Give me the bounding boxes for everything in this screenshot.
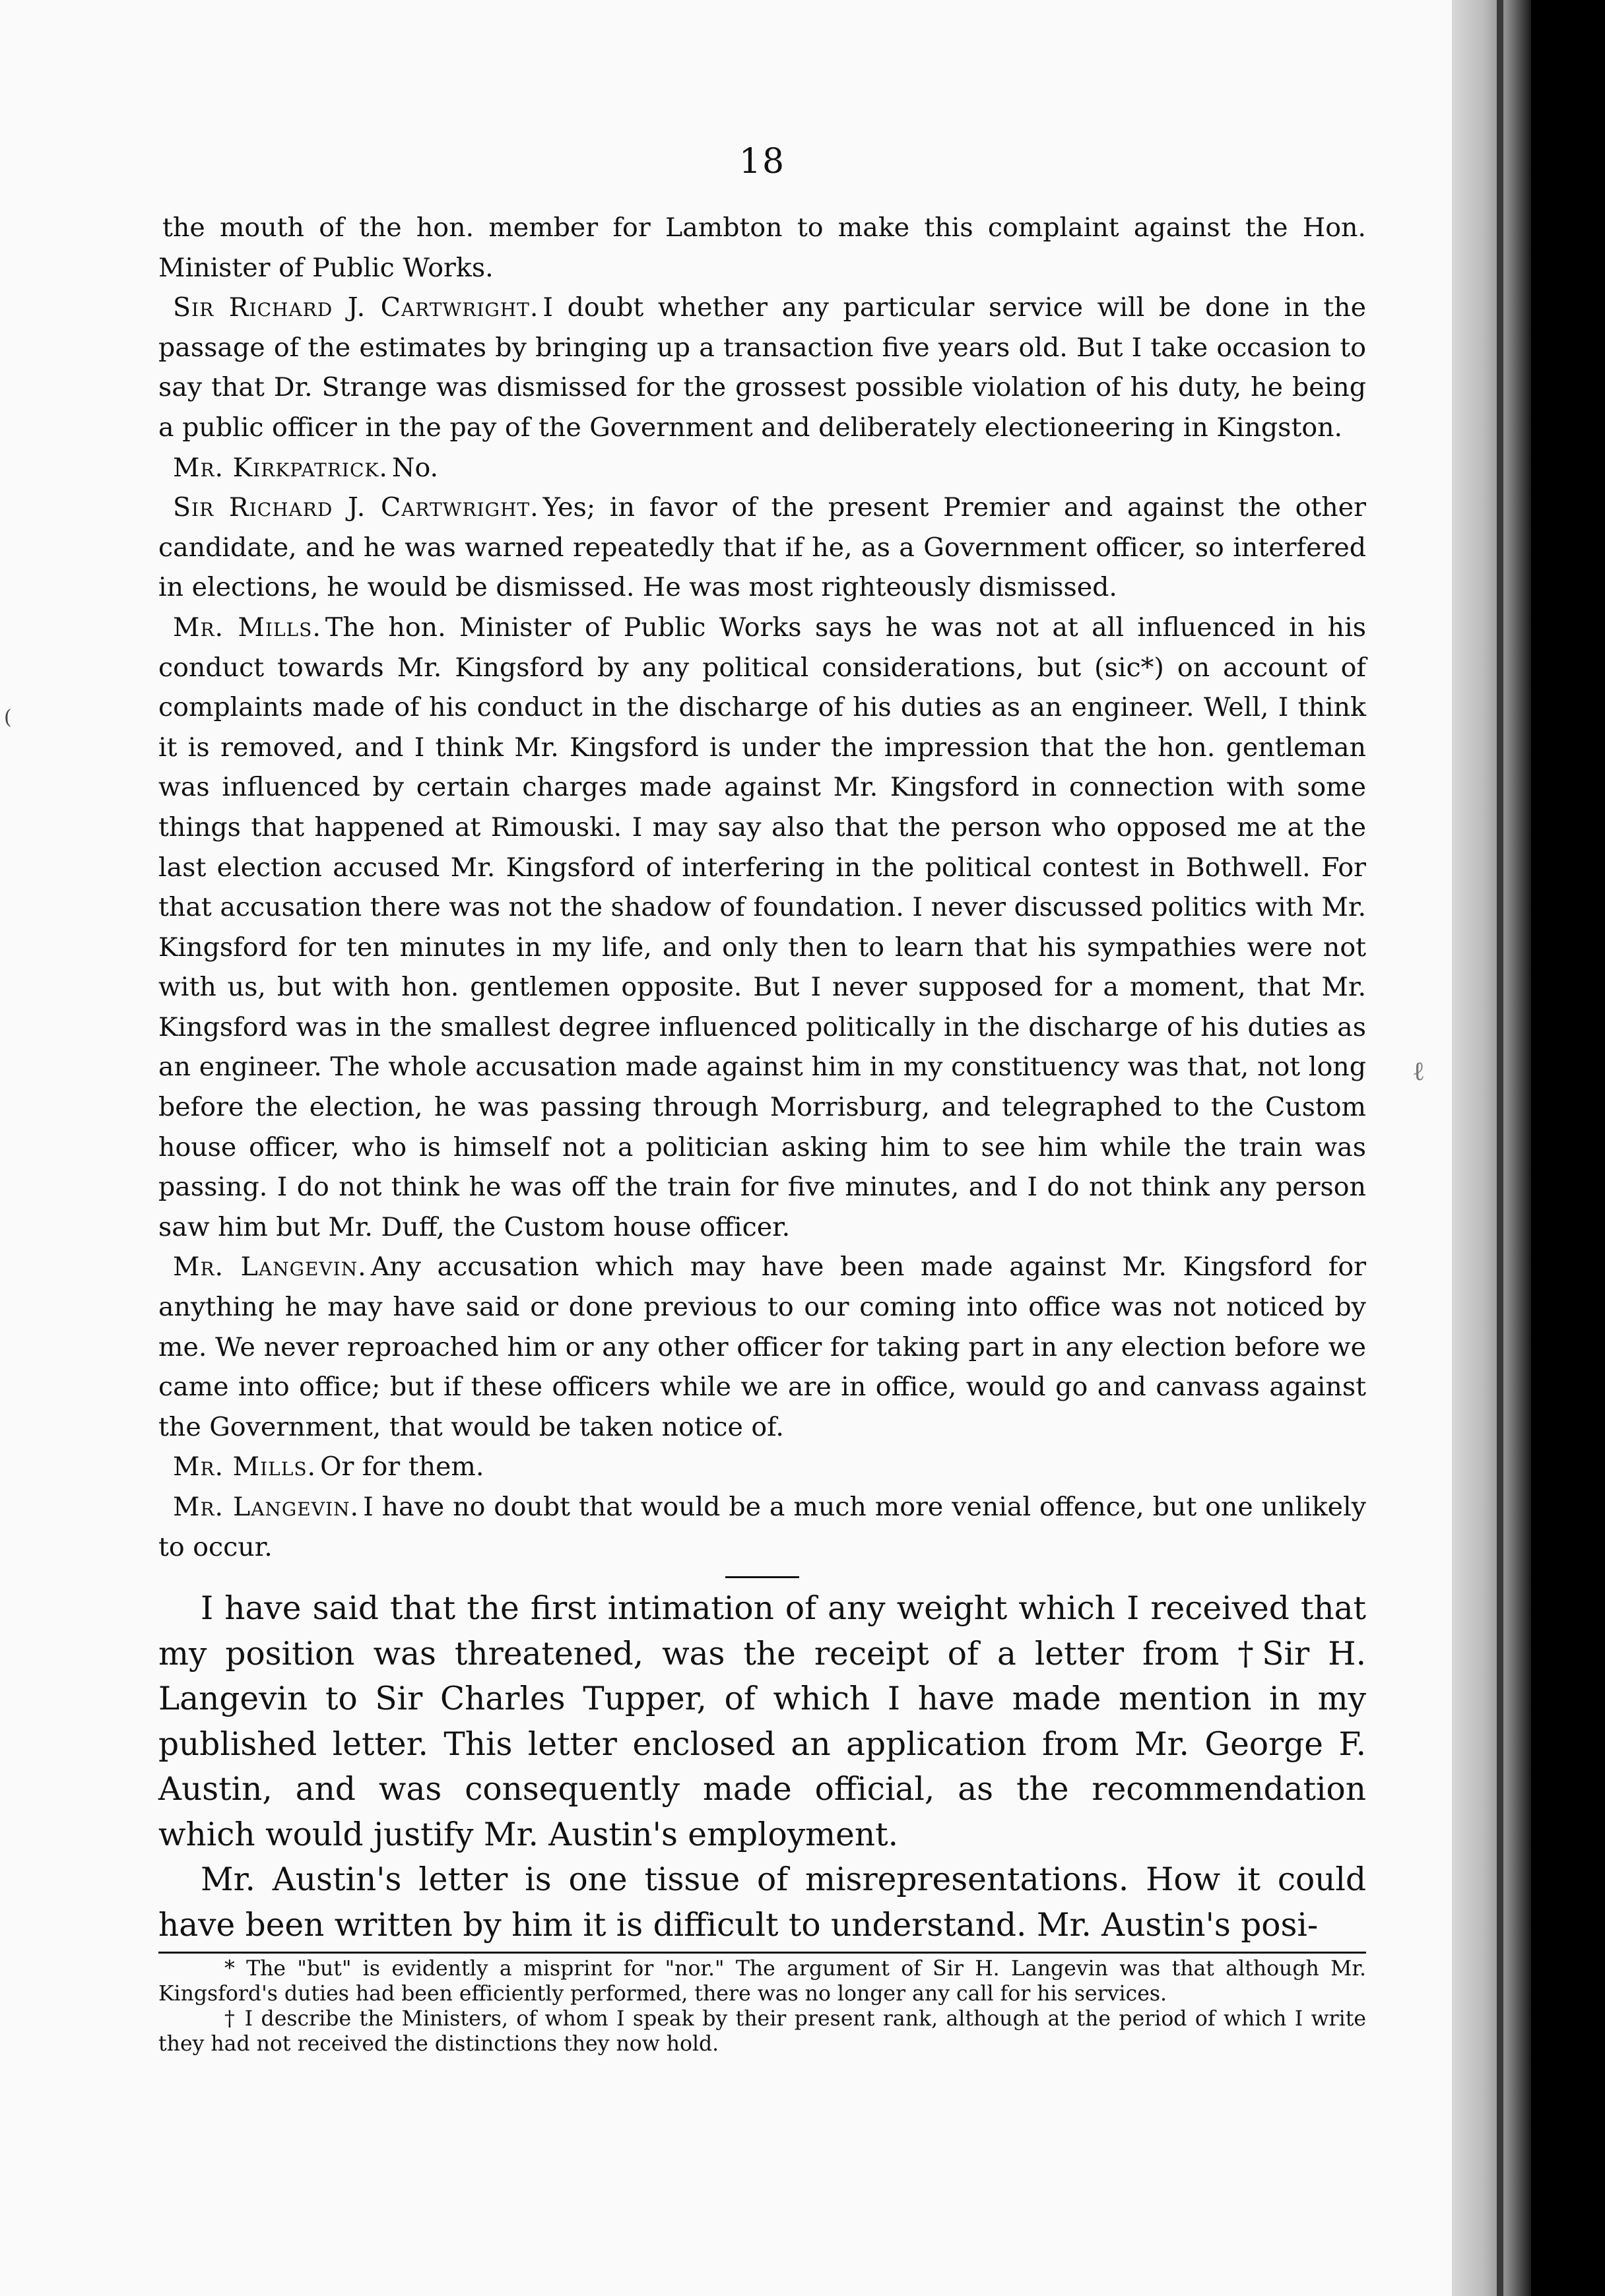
page-content xyxy=(158,142,1366,2057)
speaker-name: Mr. Mills. xyxy=(173,612,321,643)
speaker-name: Mr. Langevin. xyxy=(173,1492,360,1522)
speech-text: Yes; in favor of the present Premier and against the other candidate, and he was warned repeatedly that if he, as a Government officer, so interfered in elections, he would be dismissed. He was most righteously dismissed. xyxy=(158,492,1366,603)
main-text xyxy=(158,1586,1366,1948)
speaker-name: Sir Richard J. Cartwright. xyxy=(173,492,539,523)
speaker-name: Mr. Langevin. xyxy=(173,1252,367,1283)
footnote: † I describe the Ministers, of whom I speak by their present rank, although at the period of which I write they had not received the distinctions they now hold. xyxy=(158,2007,1366,2057)
debate-paragraph xyxy=(158,208,1366,288)
margin-mark: ( xyxy=(4,706,12,729)
page-edge-shadow xyxy=(1452,0,1531,2296)
speech-text: No. xyxy=(391,452,439,483)
speaker-name: Mr. Mills. xyxy=(173,1451,317,1483)
footnotes xyxy=(158,1956,1366,2057)
debate-paragraph xyxy=(158,608,1366,1248)
debate-paragraph xyxy=(158,1247,1366,1447)
margin-mark: ℓ xyxy=(1412,1056,1425,1087)
speech-text: Any accusation which may have been made against Mr. Kingsford for anything he may have said or done previous to our coming into office was not noticed by me. We never reproached him or any other officer for taking part in any election before we came into office; but if these officers while we are in office, would go and canvass against the Government, that would be taken notice of. xyxy=(158,1252,1366,1442)
section-separator xyxy=(725,1576,799,1578)
debate-paragraph xyxy=(158,1447,1366,1487)
footnote-rule xyxy=(158,1952,1366,1954)
speech-text: I doubt whether any particular service will be done in the passage of the estimates by bringing up a transaction five years old. But I take occasion to say that Dr. Strange was dismissed for the grossest possible violation of his duty, he being a public officer in the pay of the Government and deliberately electioneering in Kingston. xyxy=(158,292,1366,443)
speaker-name: Sir Richard J. Cartwright. xyxy=(173,292,539,323)
page-edge-strip xyxy=(1497,0,1503,2296)
body-paragraph: I have said that the first intimation of any weight which I received that my position was threatened, was the receipt of a letter from †Sir H. Langevin to Sir Charles Tupper, of which I have made mention in my published letter. This letter enclosed an application from Mr. George F. Austin, and was consequently made official, as the recommendation which would justify Mr. Austin's employment. xyxy=(158,1590,1366,1853)
speech-text: The hon. Minister of Public Works says he was not at all influenced in his conduct towards Mr. Kingsford by any political considerations, but (sic*) on account of complaints made of his conduct in the discharge of his duties as an engineer. Well, I think it is removed, and I think Mr. Kingsford is under the impression that the hon. gentleman was influenced by certain charges made against Mr. Kingsford in connection with some things that happened at Rimouski. I may say also that the person who opposed me at the last election accused Mr. Kingsford of interfering in the political contest in Bothwell. For that accusation there was not the shadow of foundation. I never discussed politics with Mr. Kingsford for ten minutes in my life, and only then to learn that his sympathies were not with us, but with hon. gentlemen opposite. But I never supposed for a moment, that Mr. Kingsford was in the smallest degree influenced politically in the discharge of his duties as an engineer. The whole accusation made against him in my constituency was that, not long before the election, he was passing through Morrisburg, and telegraphed to the Custom house officer, who is himself not a politician asking him to see him while the train was passing. I do not think he was off the train for five minutes, and I do not think any person saw him but Mr. Duff, the Custom house officer. xyxy=(158,612,1366,1242)
footnote: * The "but" is evidently a misprint for "nor." The argument of Sir H. Langevin was that although Mr. Kingsford's duties had been efficiently performed, there was no longer any call for his services. xyxy=(158,1957,1366,2006)
debate-paragraph xyxy=(158,1487,1366,1567)
debate-paragraph xyxy=(158,448,1366,488)
debate-excerpt xyxy=(158,208,1366,1567)
debate-paragraph xyxy=(158,488,1366,608)
debate-paragraph xyxy=(158,288,1366,447)
speech-text: the mouth of the hon. member for Lambton to make this complaint against the Hon. Minister of Public Works. xyxy=(158,212,1366,283)
body-paragraph: Mr. Austin's letter is one tissue of misrepresentations. How it could have been written by him it is difficult to understand. Mr. Austin's posi- xyxy=(158,1861,1366,1944)
page-number: 18 xyxy=(738,142,786,181)
speech-text: Or for them. xyxy=(320,1451,484,1483)
speaker-name: Mr. Kirkpatrick. xyxy=(173,452,388,483)
speech-text: I have no doubt that would be a much more venial offence, but one unlikely to occur. xyxy=(158,1492,1367,1562)
